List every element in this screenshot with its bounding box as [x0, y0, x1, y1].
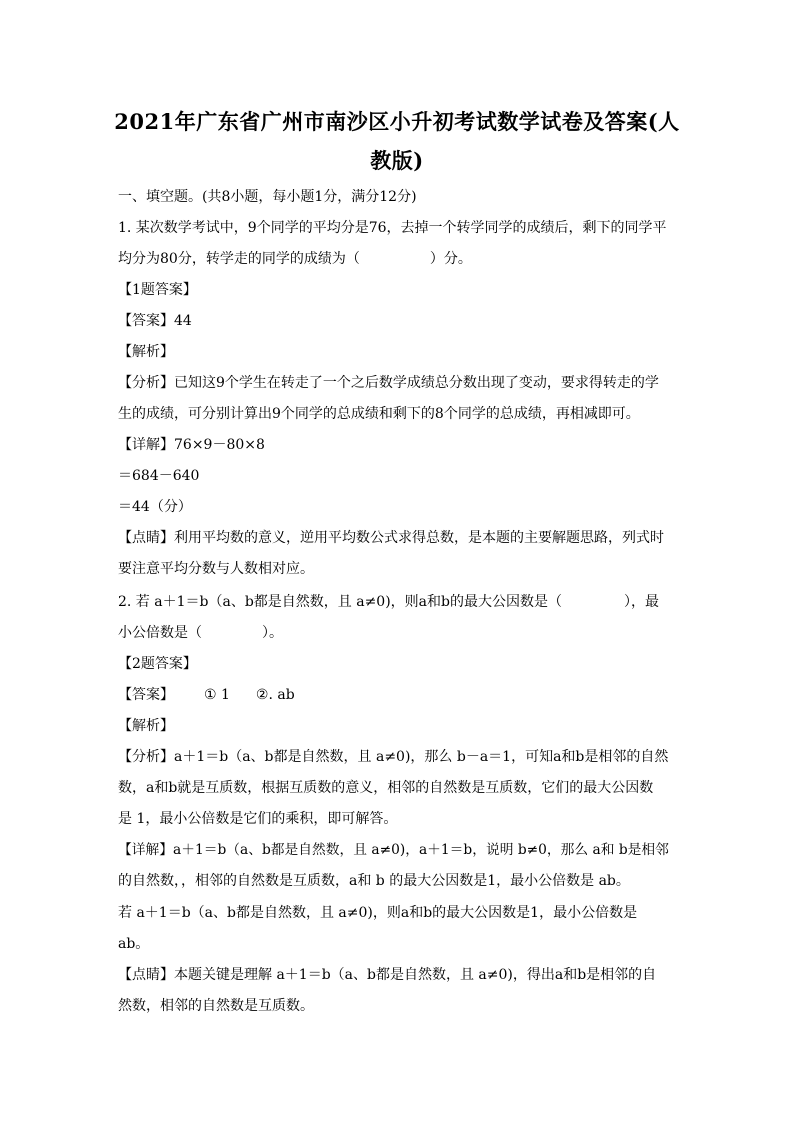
q2-stem-tail: ），最: [624, 594, 659, 610]
q2-answer-label: 【答案】: [118, 687, 174, 703]
q2-answer-2: ②. ab: [255, 687, 295, 703]
q2-analysis-heading: 【解析】: [118, 718, 174, 734]
q2-stem-line2: [118, 624, 283, 642]
q2-detail-line3: 若 a＋1＝b（a、b都是自然数，且 a≠0)，则a和b的最大公因数是1，最小公倍数是: [118, 905, 638, 921]
q2-stem-text-2: 小公倍数是（: [118, 625, 202, 641]
q2-stem-text: 2. 若 a＋1＝b（a、b都是自然数，且 a≠0)，则a和b的最大公因数是（: [118, 594, 562, 610]
q2-answer: [118, 686, 295, 704]
q2-analysis-line2: 数，a和b就是互质数，根据互质数的意义，相邻的自然数是互质数，它们的最大公因数: [118, 780, 654, 796]
q2-stem-line1: [118, 593, 659, 611]
q2-detail-line2: 的自然数，，相邻的自然数是互质数，a和 b 的最大公因数是1，最小公倍数是 ab。: [118, 873, 630, 889]
q2-detail-line4: ab。: [118, 936, 150, 952]
q2-detail-line1: 【详解】a＋1＝b（a、b都是自然数，且 a≠0)，a＋1＝b，说明 b≠0，那么 a和 b是相邻: [118, 842, 669, 858]
q1-detail-line1: 【详解】76×9－80×8: [118, 437, 265, 453]
q1-analysis-line1: 【分析】已知这9个学生在转走了一个之后数学成绩总分数出现了变动，要求得转走的学: [118, 375, 659, 391]
q2-answer-1: ① 1: [204, 687, 230, 703]
q2-analysis-line1: 【分析】a＋1＝b（a、b都是自然数，且 a≠0)，那么 b－a＝1，可知a和b是相邻的自然: [118, 749, 669, 765]
document-title-line2: 教版): [370, 148, 424, 173]
document-title-line1: 2021年广东省广州市南沙区小升初考试数学试卷及答案(人: [114, 109, 680, 134]
q1-note-line2: 要注意平均分数与人数相对应。: [118, 561, 314, 577]
q1-note-line1: 【点睛】利用平均数的意义，逆用平均数公式求得总数，是本题的主要解题思路，列式时: [118, 530, 664, 546]
q1-analysis-heading: 【解析】: [118, 344, 174, 360]
q1-stem-text: 均分为80分，转学走的同学的成绩为（: [118, 251, 360, 267]
q2-answer-heading: 【2题答案】: [118, 656, 197, 672]
q2-analysis-line3: 是 1，最小公倍数是它们的乘积，即可解答。: [118, 811, 398, 827]
q2-note-line2: 然数，相邻的自然数是互质数。: [118, 998, 314, 1014]
q1-detail-line3: ＝44（分）: [118, 499, 192, 515]
section-heading: 一、填空题。(共8小题，每小题1分，满分12分): [118, 189, 417, 205]
q2-note-line1: 【点睛】本题关键是理解 a＋1＝b（a、b都是自然数，且 a≠0)，得出a和b是相邻的自: [118, 967, 657, 983]
q1-detail-line2: ＝684－640: [118, 468, 200, 484]
q1-answer: 【答案】44: [118, 313, 192, 329]
q1-stem-line1: 1. 某次数学考试中，9个同学的平均分是76，去掉一个转学同学的成绩后，剩下的同学平: [118, 220, 667, 236]
q1-stem-line2: [118, 250, 472, 268]
q1-stem-tail: ）分。: [429, 251, 472, 267]
q2-stem-tail-2: ）。: [262, 625, 283, 641]
q1-analysis-line2: 生的成绩，可分别计算出9个同学的总成绩和剩下的8个同学的总成绩，再相减即可。: [118, 406, 640, 422]
q1-answer-heading: 【1题答案】: [118, 282, 197, 298]
